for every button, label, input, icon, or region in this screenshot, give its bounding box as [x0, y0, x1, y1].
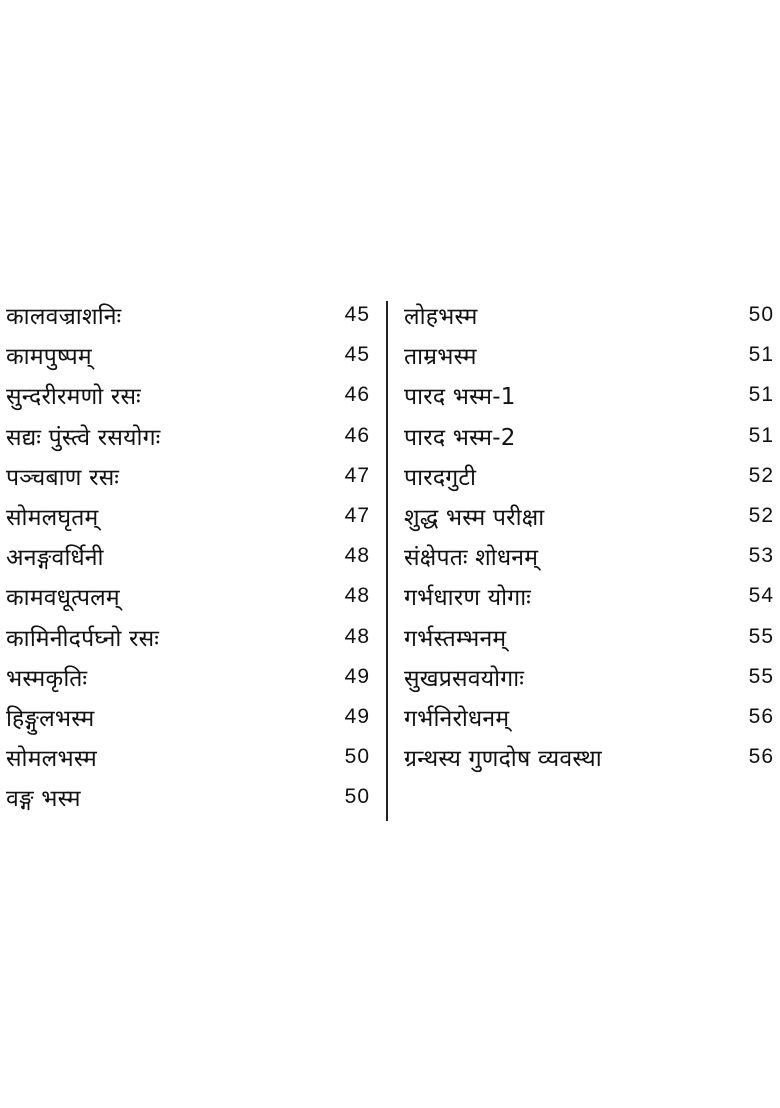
toc-entry-page: 56	[748, 745, 774, 769]
toc-entry-page: 47	[344, 504, 370, 528]
toc-entry-title: गर्भनिरोधनम्	[404, 705, 510, 732]
toc-entry	[404, 416, 774, 456]
toc-entry	[6, 737, 370, 777]
toc-entry	[404, 536, 774, 576]
toc-entry-page: 55	[748, 624, 774, 648]
toc-entry-title: सोमलभस्म	[6, 746, 97, 773]
toc-entry-title: ग्रन्थस्य गुणदोष व्यवस्था	[404, 746, 602, 773]
toc-entry-title: पञ्चबाण रसः	[6, 464, 120, 491]
toc-entry-page: 48	[344, 584, 370, 608]
toc-entry	[404, 697, 774, 737]
toc-entry-page: 50	[344, 745, 370, 769]
toc-entry-page: 52	[748, 463, 774, 487]
toc-entry	[6, 295, 370, 335]
toc-entry-title: भस्मकृतिः	[6, 665, 88, 692]
toc-entry-page: 49	[344, 664, 370, 688]
toc-entry-page: 48	[344, 544, 370, 568]
toc-entry-page: 51	[748, 383, 774, 407]
toc-entry	[6, 375, 370, 415]
toc-entry	[404, 576, 774, 616]
toc-entry-title: संक्षेपतः शोधनम्	[404, 545, 539, 572]
toc-entry-page: 48	[344, 624, 370, 648]
toc-left-column	[6, 295, 370, 817]
toc-entry-title: शुद्ध भस्म परीक्षा	[404, 505, 545, 532]
toc-entry-title: कालवज्राशनिः	[6, 304, 122, 331]
toc-entry-title: पारद भस्म-2	[404, 424, 516, 451]
toc-entry	[6, 335, 370, 375]
toc-entry-title: हिङ्गुलभस्म	[6, 705, 95, 732]
toc-entry	[6, 657, 370, 697]
column-divider	[386, 301, 388, 821]
toc-entry	[404, 617, 774, 657]
toc-entry-page: 50	[344, 785, 370, 809]
toc-entry	[404, 335, 774, 375]
toc-entry	[6, 777, 370, 817]
toc-entry	[404, 737, 774, 777]
toc-entry-page: 56	[748, 704, 774, 728]
toc-entry-page: 52	[748, 504, 774, 528]
toc-entry-title: कामिनीदर्पघ्नो रसः	[6, 625, 160, 652]
toc-entry-page: 49	[344, 704, 370, 728]
toc-entry-page: 46	[344, 383, 370, 407]
toc-entry-title: कामपुष्पम्	[6, 344, 92, 371]
toc-entry	[404, 456, 774, 496]
toc-entry-title: कामवधूत्पलम्	[6, 585, 120, 612]
toc-right-column	[404, 295, 774, 777]
toc-entry	[6, 456, 370, 496]
toc-entry-page: 54	[748, 584, 774, 608]
toc-entry	[404, 295, 774, 335]
toc-entry-title: सद्यः पुंस्त्वे रसयोगः	[6, 424, 161, 451]
toc-entry-page: 55	[748, 664, 774, 688]
toc-entry	[404, 496, 774, 536]
toc-entry-page: 51	[748, 343, 774, 367]
toc-entry-title: वङ्ग भस्म	[6, 786, 81, 813]
toc-entry-title: गर्भस्तम्भनम्	[404, 625, 507, 652]
toc-entry	[6, 576, 370, 616]
toc-entry	[6, 496, 370, 536]
toc-entry	[6, 416, 370, 456]
toc-entry-title: अनङ्गवर्धिनी	[6, 545, 104, 572]
toc-entry-title: पारद भस्म-1	[404, 384, 516, 411]
toc-entry-title: गर्भधारण योगाः	[404, 585, 532, 612]
toc-entry	[6, 617, 370, 657]
toc-entry	[6, 697, 370, 737]
toc-entry-page: 45	[344, 303, 370, 327]
toc-entry-page: 51	[748, 423, 774, 447]
toc-entry-page: 45	[344, 343, 370, 367]
toc-entry-title: ताम्रभस्म	[404, 344, 477, 371]
table-of-contents	[0, 295, 780, 825]
toc-entry-title: सोमलघृतम्	[6, 505, 99, 532]
toc-entry-title: सुखप्रसवयोगाः	[404, 665, 525, 692]
toc-entry-page: 53	[748, 544, 774, 568]
toc-entry-page: 50	[748, 303, 774, 327]
toc-entry-title: पारदगुटी	[404, 464, 477, 491]
toc-entry	[6, 536, 370, 576]
toc-entry-page: 46	[344, 423, 370, 447]
toc-entry-title: लोहभस्म	[404, 304, 478, 331]
toc-entry	[404, 657, 774, 697]
toc-entry-title: सुन्दरीरमणो रसः	[6, 384, 141, 411]
toc-entry	[404, 375, 774, 415]
toc-entry-page: 47	[344, 463, 370, 487]
